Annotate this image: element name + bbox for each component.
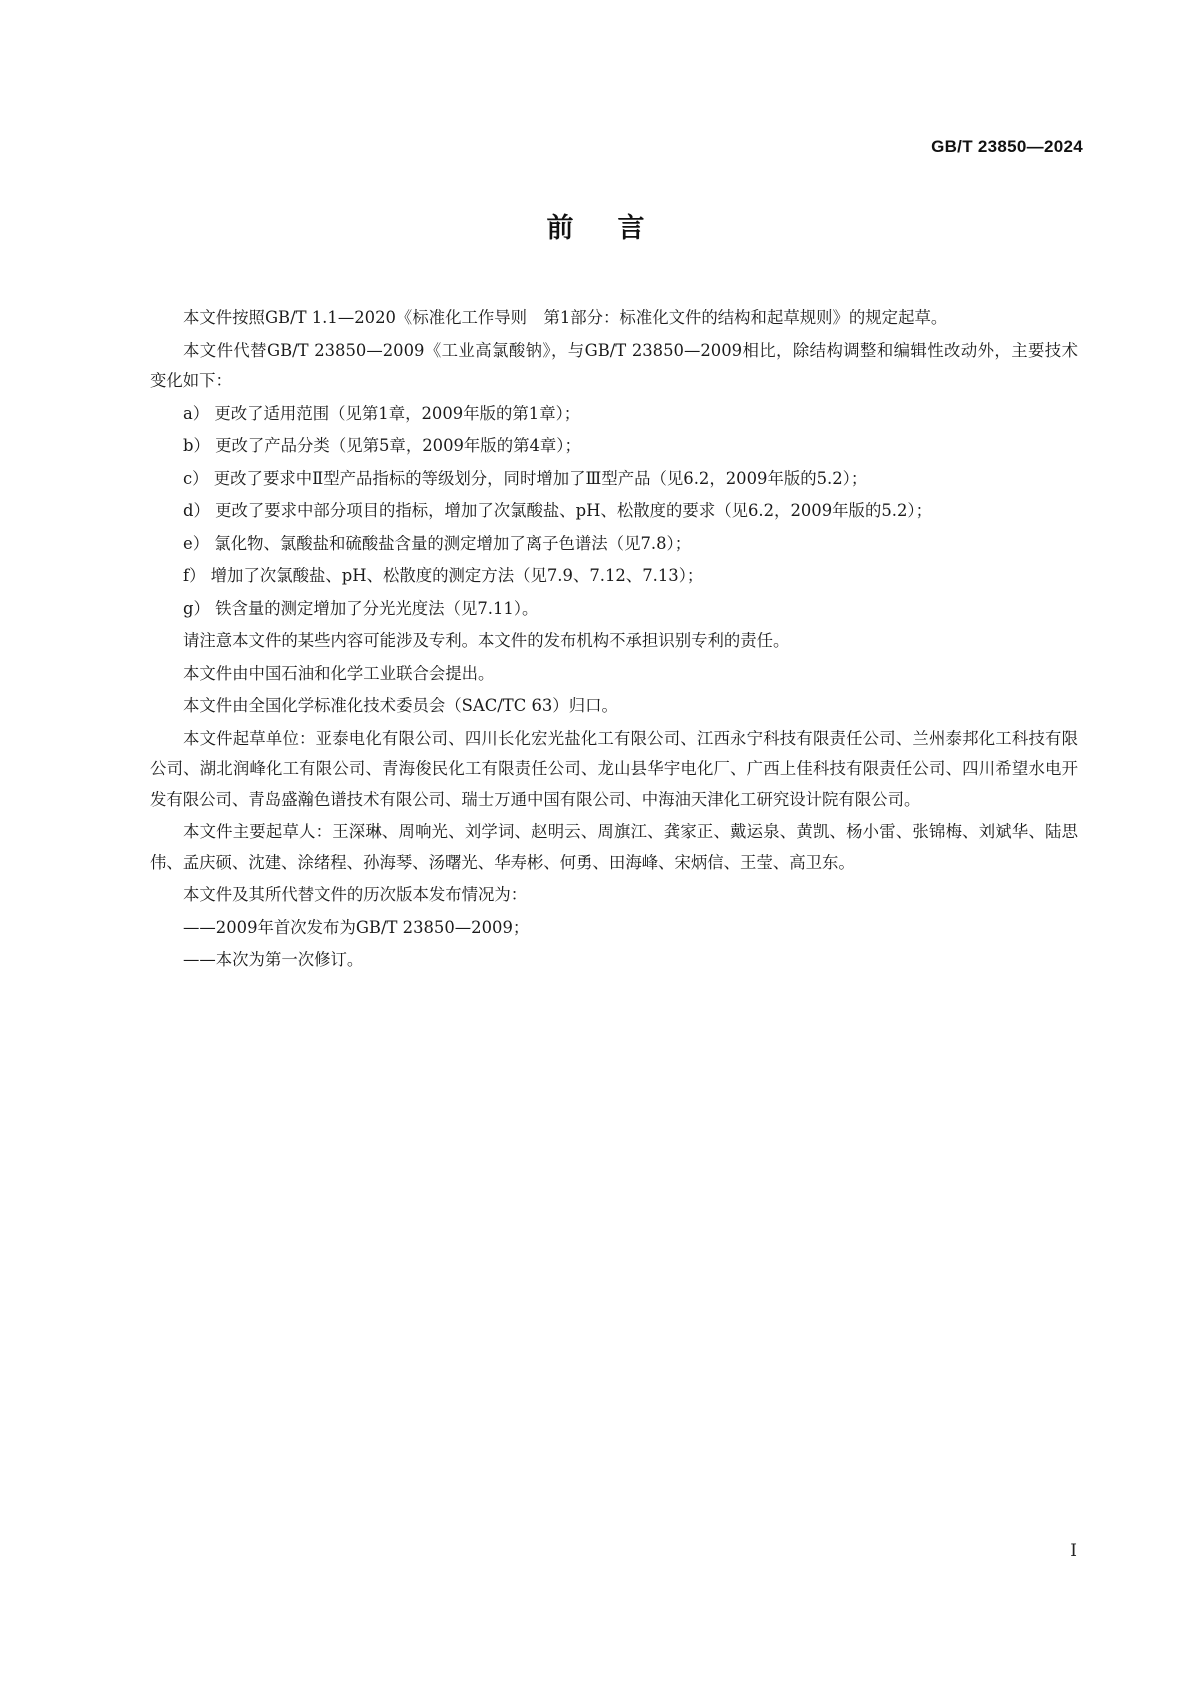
paragraph-drafting-rules: 本文件按照GB/T 1.1—2020《标准化工作导则 第1部分：标准化文件的结构和起草规则》的规定起草。: [183, 308, 948, 327]
paragraph-patent-notice: 请注意本文件的某些内容可能涉及专利。本文件的发布机构不承担识别专利的责任。: [183, 631, 790, 650]
paragraph-version-history: 本文件及其所代替文件的历次版本发布情况为：: [183, 885, 528, 904]
paragraph-drafting-units: 本文件起草单位：亚泰电化有限公司、四川长化宏光盐化工有限公司、江西永宁科技有限责任公司、兰州泰邦化工科技有限公司、湖北润峰化工有限公司、青海俊民化工有限责任公司、龙山县华宇电化厂、广西上佳科技有限责任公司、四川希望水电开发有限公司、青岛盛瀚色谱技术有限公司、瑞士万通中国有限公司、中海油天津化工研究设计院有限公司。: [150, 728, 1078, 809]
change-item-g: g） 铁含量的测定增加了分光光度法（见7.11）。: [183, 598, 539, 618]
paragraph-technical-committee: 本文件由全国化学标准化技术委员会（SAC/TC 63）归口。: [183, 696, 618, 715]
change-item-f: f） 增加了次氯酸盐、pH、松散度的测定方法（见7.9、7.12、7.13）；: [183, 566, 704, 585]
page-number: Ⅰ: [1070, 1541, 1077, 1561]
change-item-d: d） 更改了要求中部分项目的指标，增加了次氯酸盐、pH、松散度的要求（见6.2，2009年版的5.2）；: [183, 501, 932, 520]
preface-body: [150, 303, 1078, 978]
history-item-2009: ——2009年首次发布为GB/T 23850—2009；: [183, 917, 530, 937]
change-item-b: b） 更改了产品分类（见第5章，2009年版的第4章）；: [183, 436, 581, 455]
paragraph-replacement: 本文件代替GB/T 23850—2009《工业高氯酸钠》，与GB/T 23850—2009相比，除结构调整和编辑性改动外，主要技术变化如下：: [150, 340, 1078, 390]
change-item-e: e） 氯化物、氯酸盐和硫酸盐含量的测定增加了离子色谱法（见7.8）；: [183, 533, 692, 553]
paragraph-proposed-by: 本文件由中国石油和化学工业联合会提出。: [183, 663, 495, 683]
paragraph-drafters: 本文件主要起草人：王深琳、周响光、刘学词、赵明云、周旗江、龚家正、戴运泉、黄凯、杨小雷、张锦梅、刘斌华、陆思伟、孟庆硕、沈建、涂绪程、孙海琴、汤曙光、华寿彬、何勇、田海峰、宋炳信、王莹、高卫东。: [150, 822, 1078, 872]
history-item-current: ——本次为第一次修订。: [183, 950, 364, 969]
change-item-c: c） 更改了要求中Ⅱ型产品指标的等级划分，同时增加了Ⅲ型产品（见6.2，2009年版的5.2）；: [183, 468, 868, 488]
page-title: 前言: [546, 213, 689, 244]
standard-code: GB/T 23850—2024: [931, 137, 1083, 156]
change-item-a: a） 更改了适用范围（见第1章，2009年版的第1章）；: [183, 403, 581, 423]
